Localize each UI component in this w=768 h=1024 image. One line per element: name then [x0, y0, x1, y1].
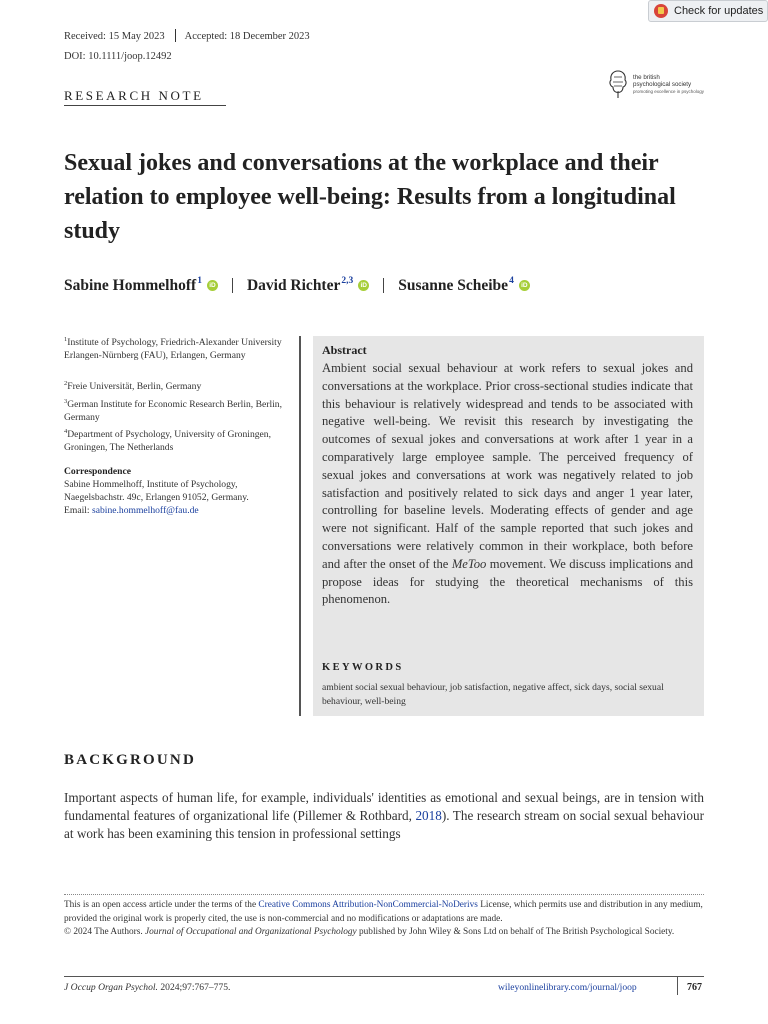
- affiliation-1: [64, 333, 286, 362]
- affiliation-2: [64, 377, 286, 393]
- affiliation-text: Institute of Psychology, Friedrich-Alexander University Erlangen-Nürnberg (FAU), Erlangen, Germany: [64, 337, 282, 361]
- affiliation-text: Department of Psychology, University of Groningen, Groningen, The Netherlands: [64, 429, 271, 453]
- bps-logo-text: [633, 74, 704, 95]
- email-label: Email:: [64, 505, 92, 516]
- correspondence: [64, 465, 286, 517]
- citation-link[interactable]: 2018: [415, 808, 442, 824]
- correspondence-heading: Correspondence: [64, 466, 131, 477]
- crossmark-icon: [654, 4, 668, 18]
- orcid-icon[interactable]: iD: [519, 280, 530, 291]
- author-divider: [383, 278, 384, 293]
- journal-url-link[interactable]: wileyonlinelibrary.com/journal/joop: [498, 982, 637, 993]
- copyright-text: [64, 926, 704, 940]
- background-text-part: ). The research stream on social sexual behaviour at work has been examining this tension in professional settings: [64, 808, 704, 842]
- copyright-journal: Journal of Occupational and Organizational Psychology: [145, 927, 357, 937]
- author-name: David Richter: [246, 277, 341, 294]
- received-accepted-line: [64, 29, 310, 42]
- page-number: 767: [687, 982, 702, 993]
- article-type-label: RESEARCH NOTE: [64, 88, 204, 103]
- affiliation-4: [64, 425, 286, 454]
- author-name: Sabine Hommelhoff: [64, 277, 197, 294]
- doi: DOI: 10.1111/joop.12492: [64, 51, 172, 62]
- author-2[interactable]: [247, 276, 353, 295]
- affiliation-number: 4: [64, 428, 68, 435]
- orcid-icon[interactable]: iD: [358, 280, 369, 291]
- author-1[interactable]: [64, 276, 202, 295]
- background-text: [64, 789, 704, 844]
- affiliation-text: Freie Universität, Berlin, Germany: [67, 381, 202, 392]
- footnote-rule: [64, 894, 704, 895]
- correspondence-address: Sabine Hommelhoff, Institute of Psychology, Naegelsbachstr. 49c, Erlangen 91052, Germany.: [64, 479, 249, 503]
- background-text-part: Important aspects of human life, for example, individuals' identities as emotional and sexual beings, are in tension with fundamental features of organizational life (Pillemer & Rothbard,: [64, 790, 704, 824]
- article-type-rule: [64, 105, 226, 106]
- keywords-text: ambient social sexual behaviour, job satisfaction, negative affect, sick days, social sexual behaviour, well-being: [322, 682, 664, 707]
- affiliation-number: 2: [64, 380, 68, 387]
- license-text: [64, 899, 704, 926]
- article-title: Sexual jokes and conversations at the workplace and their relation to employee well-being: Results from a longitudinal study: [64, 150, 676, 244]
- page-number-divider: [677, 977, 678, 995]
- meta-divider: [175, 29, 176, 42]
- affiliation-number: 3: [64, 398, 68, 405]
- author-affil-ref[interactable]: 4: [509, 276, 514, 286]
- license-footnote: [64, 899, 704, 940]
- author-name: Susanne Scheibe: [398, 277, 509, 294]
- affiliation-3: [64, 395, 286, 424]
- affiliation-number: 1: [64, 336, 68, 343]
- author-3[interactable]: [398, 276, 514, 295]
- accepted-date: Accepted: 18 December 2023: [184, 31, 310, 42]
- license-text-part: This is an open access article under the terms of the: [64, 900, 259, 910]
- author-affil-ref[interactable]: 1: [197, 276, 202, 286]
- journal-abbreviation: J Occup Organ Psychol.: [64, 982, 158, 993]
- keywords-heading: KEYWORDS: [322, 662, 404, 673]
- orcid-icon[interactable]: iD: [207, 280, 218, 291]
- journal-citation: [64, 982, 230, 993]
- journal-volume: 2024;97:767–775.: [157, 982, 231, 993]
- abstract-text-part: movement. We discuss implications and propose ideas for studying the theoretical mechanisms of this phenomenon.: [322, 556, 693, 607]
- received-date: Received: 15 May 2023: [64, 31, 165, 42]
- author-list: [64, 276, 530, 295]
- affiliation-text: German Institute for Economic Research Berlin, Berlin, Germany: [64, 399, 282, 423]
- copyright-part: published by John Wiley & Sons Ltd on behalf of The British Psychological Society.: [356, 927, 675, 937]
- copyright-part: © 2024 The Authors.: [64, 927, 146, 937]
- license-link[interactable]: Creative Commons Attribution-NonCommercial-NoDerivs: [258, 900, 478, 910]
- license-text-part: License, which permits use and distribution in any medium, provided the original work is properly cited, the use is non-commercial and no modifications or adaptations are made.: [64, 900, 703, 924]
- abstract-text-part: Ambient social sexual behaviour at work refers to sexual jokes and conversations at the workplace. Prior cross-sectional studies indicate that this behaviour is relatively widespread and tends to be associated with negative well-being. We revisit this research by investigating the outcomes of sexual jokes and conversations at work after 1 year in a comparatively large employee sample. The perceived frequency of sexual jokes and conversations at work was negatively related to job satisfaction and positively related to sick days and anger 1 year later, controlling for baseline levels. Moderating effects of gender and age were not significant. Half of the sample reported that such jokes and conversations were relatively common in their workplace, both before and after the onset of the: [322, 361, 693, 571]
- abstract-left-rule: [299, 336, 301, 716]
- check-for-updates-button[interactable]: [648, 0, 768, 22]
- email-link[interactable]: sabine.hommelhoff@fau.de: [91, 505, 199, 516]
- check-for-updates-label: Check for updates: [674, 5, 764, 17]
- abstract-text: [322, 360, 693, 609]
- background-heading: BACKGROUND: [64, 752, 197, 768]
- correspondence-email-line: [64, 504, 286, 517]
- author-divider: [232, 278, 233, 293]
- bps-logo-icon: [605, 68, 631, 100]
- bps-logo: [605, 68, 705, 102]
- abstract-heading: Abstract: [322, 343, 367, 357]
- abstract-text-emphasis: MeToo: [451, 556, 487, 571]
- author-affil-ref[interactable]: 2,3: [341, 276, 354, 286]
- running-footer-rule: [64, 976, 704, 977]
- bps-tagline: promoting excellence in psychology: [633, 89, 705, 94]
- bps-name: the british psychological society: [633, 74, 692, 88]
